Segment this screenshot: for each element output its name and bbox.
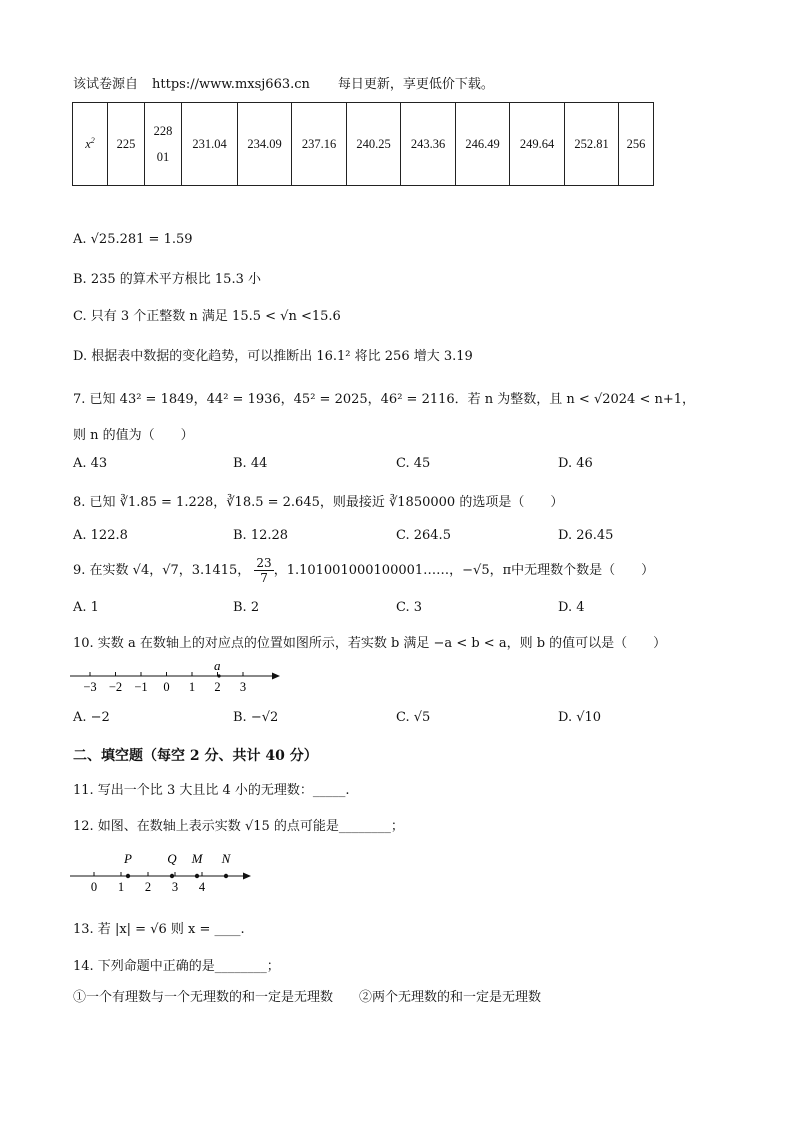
q10-option-a: A. −2 xyxy=(73,710,110,725)
axis-tick-label: 0 xyxy=(90,880,98,894)
fraction-denominator: 7 xyxy=(260,571,268,585)
table-cell-line: 228 xyxy=(153,124,173,138)
q10-number-line xyxy=(68,656,288,696)
table-cell-line: 01 xyxy=(156,150,170,164)
axis-tick-label: 0 xyxy=(163,680,170,694)
q6-option-c: C. 只有 3 个正整数 n 满足 15.5 < √n <15.6 xyxy=(73,309,341,324)
axis-arrow xyxy=(272,673,280,680)
axis-tick-label: 1 xyxy=(117,880,125,894)
q9-option-a: A. 1 xyxy=(73,600,99,615)
q9-stem xyxy=(73,556,654,585)
q7-option-d: D. 46 xyxy=(558,456,593,471)
point-m-dot xyxy=(195,874,199,878)
point-a-label: a xyxy=(214,658,221,673)
point-q-dot xyxy=(170,874,174,878)
q10-stem: 10. 实数 a 在数轴上的对应点的位置如图所示，若实数 b 满足 −a < b < a，则 b 的值可以是（ ） xyxy=(73,636,667,651)
q7-option-c: C. 45 xyxy=(396,456,431,471)
table-cell: 237.16 xyxy=(292,103,347,186)
q12-number-line xyxy=(68,846,268,896)
table-cell: 225 xyxy=(108,103,145,186)
header-note: 每日更新，享更低价下载。 xyxy=(337,77,494,92)
q6-option-a: A. √25.281 = 1.59 xyxy=(73,232,193,247)
section-title: 二、填空题（每空 2 分、共计 40 分） xyxy=(73,748,318,764)
table-cell: 252.81 xyxy=(565,103,619,186)
q7-option-b: B. 44 xyxy=(233,456,268,471)
axis-tick-label: 3 xyxy=(239,680,247,694)
table-cell: 249.64 xyxy=(510,103,565,186)
point-n-dot xyxy=(224,874,228,878)
q9-stem-a: 9. 在实数 √4，√7，3.1415， xyxy=(73,563,251,578)
q10-option-b: B. −√2 xyxy=(233,710,279,725)
axis-tick-label: −1 xyxy=(134,680,148,694)
header-url[interactable]: https://www.mxsj663.cn xyxy=(152,77,310,92)
point-q-label: Q xyxy=(167,851,177,866)
q7-option-a: A. 43 xyxy=(73,456,108,471)
table-cell: 246.49 xyxy=(456,103,510,186)
q9-fraction xyxy=(254,556,273,585)
point-m-label: M xyxy=(191,851,203,866)
table-cell: 234.09 xyxy=(238,103,292,186)
point-a-dot xyxy=(217,674,220,677)
table-cell: 240.25 xyxy=(347,103,401,186)
q6-option-b: B. 235 的算术平方根比 15.3 小 xyxy=(73,272,261,287)
q6-option-d: D. 根据表中数据的变化趋势，可以推断出 16.1² 将比 256 增大 3.19 xyxy=(73,349,473,364)
axis-tick-label: 2 xyxy=(144,880,152,894)
fraction-numerator: 23 xyxy=(256,556,272,570)
point-n-label: N xyxy=(221,851,231,866)
q12-stem: 12. 如图、在数轴上表示实数 √15 的点可能是________； xyxy=(73,819,404,834)
q7-stem: 7. 已知 43² = 1849，44² = 1936，45² = 2025，46² = 2116．若 n 为整数，且 n < √2024 < n+1， xyxy=(73,392,696,407)
q14-stem: 14. 下列命题中正确的是________； xyxy=(73,959,280,974)
axis-arrow xyxy=(243,873,251,880)
table-cell: 243.36 xyxy=(401,103,456,186)
q10-option-d: D. √10 xyxy=(558,710,602,725)
q8-stem: 8. 已知 ∛1.85 = 1.228，∛18.5 = 2.645，则最接近 ∛1850000 的选项是（ ） xyxy=(73,495,564,510)
q8-option-d: D. 26.45 xyxy=(558,528,614,543)
q9-stem-b: ，1.101001000100001……，−√5，π中无理数个数是（ ） xyxy=(273,563,655,578)
table-cell: 231.04 xyxy=(182,103,238,186)
q8-option-a: A. 122.8 xyxy=(73,528,128,543)
table-cell xyxy=(145,103,182,186)
q13-stem: 13. 若 |x| = √6 则 x = ____. xyxy=(73,922,245,937)
axis-tick-label: 2 xyxy=(214,680,221,694)
table-row xyxy=(73,103,654,186)
point-p-dot xyxy=(126,874,130,878)
axis-tick-label: 3 xyxy=(171,880,179,894)
axis-tick-label: 4 xyxy=(198,880,206,894)
q9-option-d: D. 4 xyxy=(558,600,585,615)
q9-option-c: C. 3 xyxy=(396,600,423,615)
axis-tick-label: 1 xyxy=(188,680,196,694)
q8-option-b: B. 12.28 xyxy=(233,528,289,543)
table-cell: 256 xyxy=(619,103,654,186)
point-p-label: P xyxy=(124,851,132,866)
q7-stem-2: 则 n 的值为（ ） xyxy=(73,428,194,443)
axis-tick-label: −2 xyxy=(108,680,123,694)
page-header xyxy=(73,73,494,92)
squares-table xyxy=(72,102,654,186)
q14-items: ①一个有理数与一个无理数的和一定是无理数 ②两个无理数的和一定是无理数 xyxy=(73,990,542,1005)
q11-stem: 11. 写出一个比 3 大且比 4 小的无理数：_____. xyxy=(73,783,350,798)
q9-option-b: B. 2 xyxy=(233,600,260,615)
axis-tick-label: −3 xyxy=(83,680,97,694)
q10-option-c: C. √5 xyxy=(396,710,431,725)
header-source: 该试卷源自 xyxy=(73,77,139,92)
q8-option-c: C. 264.5 xyxy=(396,528,451,543)
table-header-cell: $x^2$ xyxy=(73,103,108,186)
